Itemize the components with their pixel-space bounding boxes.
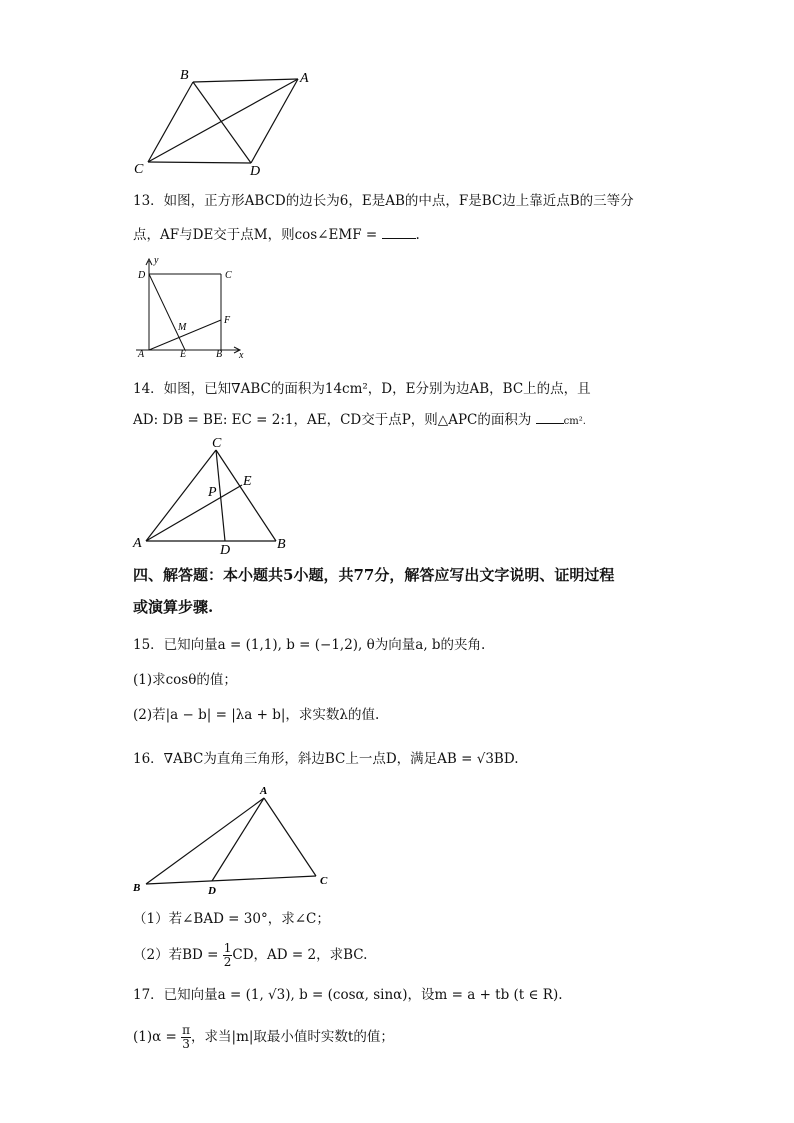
fig14-label-P: P (208, 485, 217, 500)
section4-heading-line1: 四、解答题：本小题共5小题，共77分，解答应写出文字说明、证明过程 (133, 566, 615, 584)
q15-part2: (2)若|a − b| = |λa + b|，求实数λ的值. (133, 707, 380, 723)
q14-answer-blank (536, 411, 564, 424)
fig13-label-x: x (239, 350, 244, 361)
fig13-label-y: y (154, 255, 159, 266)
fig16-label-D: D (208, 885, 216, 897)
label-B: B (180, 68, 189, 83)
fig14-label-C: C (212, 436, 222, 451)
label-C: C (134, 162, 144, 177)
fig14-label-D: D (220, 543, 231, 558)
q16-part1: （1）若∠BAD = 30°，求∠C； (133, 911, 330, 927)
q15-stem: 15．已知向量a = (1,1), b = (−1,2), θ为向量a, b的夹角. (133, 637, 486, 653)
fig16-label-A: A (260, 785, 268, 797)
fig14-label-B: B (277, 537, 286, 552)
fig13-label-C: C (225, 270, 232, 281)
q13-line1: 13．如图，正方形ABCD的边长为6，E是AB的中点，F是BC边上靠近点B的三等分 (133, 193, 634, 209)
q14-line2-text: AD: DB = BE: EC = 2:1，AE，CD交于点P，则△APC的面积为 (133, 412, 532, 428)
q14-line1: 14．如图，已知∇ABC的面积为14cm²，D，E分别为边AB，BC上的点，且 (133, 381, 591, 397)
q14-unit: cm². (563, 416, 586, 427)
q16-fraction-num: 1 (223, 941, 232, 955)
q16-part2 (133, 941, 367, 969)
q17-part1-pre: (1)α = (133, 1029, 177, 1045)
fig14-label-E: E (243, 474, 252, 489)
label-A: A (300, 71, 309, 86)
fig13-label-M: M (178, 322, 187, 333)
q17-fraction-num: π (182, 1023, 191, 1037)
q13-line2 (133, 226, 420, 244)
q17-fraction (181, 1024, 191, 1051)
q14-line2 (133, 411, 586, 431)
figure-right-triangle (130, 782, 335, 897)
fig13-label-D: D (138, 270, 146, 281)
q16-part2-post: CD，AD = 2，求BC. (232, 947, 368, 963)
label-D: D (250, 164, 261, 179)
fig13-label-B: B (216, 349, 223, 360)
q16-stem: 16．∇ABC为直角三角形，斜边BC上一点D，满足AB = √3BD. (133, 751, 519, 767)
q15-part1: (1)求cosθ的值； (133, 672, 237, 688)
fig16-label-B: B (133, 882, 141, 894)
fig14-label-A: A (133, 536, 142, 551)
q13-answer-blank (382, 226, 416, 239)
q13-line2-text: 点，AF与DE交于点M，则cos∠EMF = (133, 227, 378, 243)
fig13-label-F: F (224, 315, 231, 326)
figure-triangle-apc (130, 433, 300, 558)
fig13-label-A: A (138, 349, 145, 360)
figure-parallelogram (130, 62, 320, 182)
figure-square-axes (130, 255, 255, 365)
fig13-label-E: E (180, 349, 187, 360)
q17-stem: 17．已知向量a = (1, √3), b = (cosα, sinα)，设m = a + tb (t ∈ R). (133, 987, 563, 1003)
q16-fraction-den: 2 (223, 955, 232, 969)
q17-part1-post: ，求当|m|取最小值时实数t的值； (191, 1029, 394, 1045)
q13-end: . (415, 227, 420, 243)
section4-heading-line2: 或演算步骤. (133, 598, 214, 616)
q16-fraction (223, 942, 233, 969)
q16-part2-pre: （2）若BD = (133, 947, 219, 963)
q17-part1 (133, 1022, 394, 1052)
fig16-label-C: C (320, 875, 328, 887)
q17-fraction-den: 3 (182, 1037, 190, 1051)
